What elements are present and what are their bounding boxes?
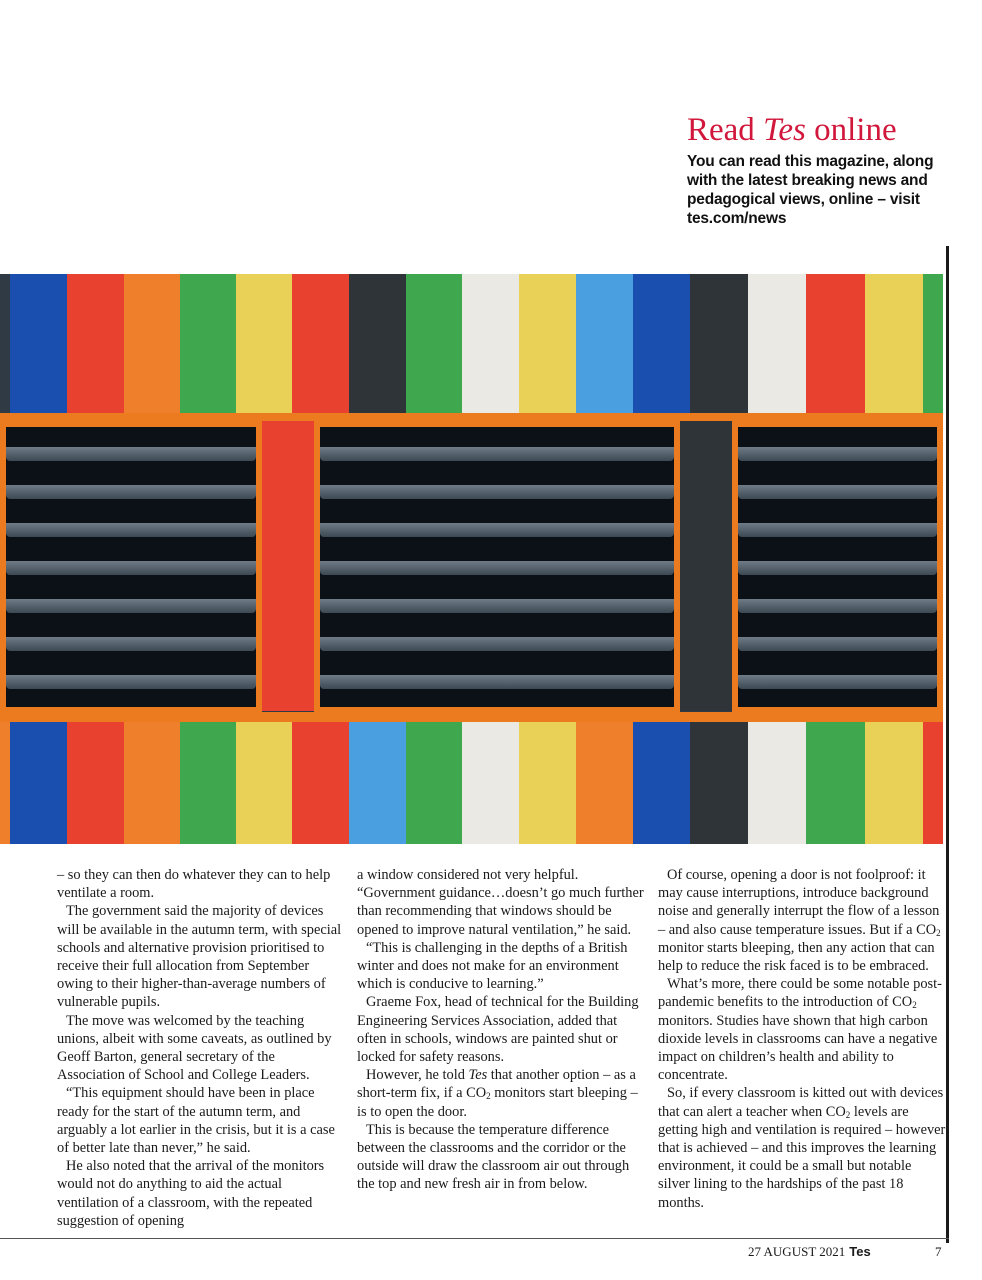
article-column-3 [658, 866, 946, 1212]
tes-brand-inline: Tes [468, 1067, 488, 1084]
footer-rule [0, 1238, 949, 1239]
paragraph: “This equipment should have been in place ready for the start of the autumn term, and arguably a lot earlier in the crisis, but it is a case of better late than never,” he said. [57, 1085, 335, 1157]
orange-frame-bar [0, 712, 943, 722]
stripe-top [462, 274, 519, 413]
issue-date: 27 AUGUST 2021 [748, 1244, 846, 1259]
pillar [258, 421, 314, 711]
stripe-bottom [10, 722, 67, 844]
louver-panel-right [732, 421, 943, 713]
stripe-top [349, 274, 406, 413]
stripe-top [180, 274, 236, 413]
paragraph: What’s more, there could be some notable post-pandemic benefits to the introduction of $CO_2$ monitors. Studies have shown that high carbon dioxide levels in classrooms can have a negative impact on children’s health and ability to concentrate. [658, 976, 942, 1084]
stripe-bottom [519, 722, 576, 844]
read-online-promo [687, 110, 957, 228]
ventilation-facade-photo [0, 274, 943, 844]
paragraph: So, if every classroom is kitted out with devices that can alert a teacher when $CO_2$ levels are getting high and ventilation is required – however that is achieved – and this improves the learning environment, it could be a small but notable silver lining to the hardships of the past 18 months. [658, 1085, 946, 1211]
paragraph: a window considered not very helpful. “Government guidance…doesn’t go much further than recommending that windows should be opened to improve natural ventilation,” he said. [357, 867, 644, 938]
paragraph: This is because the temperature difference between the classrooms and the corridor or the outside will draw the classroom air out through the top and new fresh air in from below. [357, 1121, 630, 1193]
footer-brand: Tes [849, 1244, 871, 1259]
stripe-top [806, 274, 865, 413]
stripe-bottom [748, 722, 806, 844]
page-footer [748, 1244, 871, 1260]
stripe-bottom [576, 722, 633, 844]
vertical-rule [946, 246, 949, 1243]
stripe-top [865, 274, 923, 413]
stripe-bottom [349, 722, 406, 844]
stripe-bottom [292, 722, 349, 844]
louver-panel-left [0, 421, 262, 713]
stripe-top [519, 274, 576, 413]
stripe-top [748, 274, 806, 413]
stripe-top [576, 274, 633, 413]
stripe-bottom [806, 722, 865, 844]
stripe-bottom [180, 722, 236, 844]
promo-body: You can read this magazine, along with the latest breaking news and pedagogical views, online – visit tes.com/news [687, 153, 934, 227]
stripe-top [690, 274, 748, 413]
paragraph: – so they can then do whatever they can to help ventilate a room. [57, 867, 331, 902]
stripe-top [236, 274, 292, 413]
paragraph: However, he told Tes that another option – as a short-term fix, if a $CO_2$ monitors start bleeping – is to open the door. [357, 1067, 638, 1120]
stripe-top [292, 274, 349, 413]
promo-title: Read Tes online [687, 112, 897, 148]
paragraph: Of course, opening a door is not foolproof: it may cause interruptions, introduce background noise and generally interrupt the flow of a lesson – and also cause temperature issues. But if a $CO_2$ monitor starts bleeping, then any action that can help to reduce the risk faced is to be embraced. [658, 867, 941, 975]
orange-frame-bar [0, 413, 943, 421]
stripe-bottom [236, 722, 292, 844]
stripe-top [124, 274, 180, 413]
paragraph: The move was welcomed by the teaching unions, albeit with some caveats, as outlined by Geoff Barton, general secretary of the Association of School and College Leaders. [57, 1012, 332, 1084]
stripe-bottom [124, 722, 180, 844]
page-number: 7 [935, 1244, 942, 1259]
pillar [676, 421, 734, 711]
stripe-top [10, 274, 67, 413]
stripe-top [406, 274, 462, 413]
stripe-top [67, 274, 124, 413]
stripe-bottom [67, 722, 124, 844]
stripe-bottom [865, 722, 923, 844]
paragraph: “This is challenging in the depths of a British winter and does not make for an environment which is conducive to learning.” [357, 939, 628, 993]
stripe-bottom [690, 722, 748, 844]
stripe-bottom [923, 722, 943, 844]
paragraph: The government said the majority of devices will be available in the autumn term, with special schools and alternative provision prioritised to receive their full allocation from September owing to their higher-than-average numbers of vulnerable pupils. [57, 903, 342, 1011]
stripe-bottom [0, 722, 10, 844]
stripe-top [633, 274, 690, 413]
paragraph: He also noted that the arrival of the monitors would not do anything to aid the actual ventilation of a classroom, with the repeated suggestion of opening [57, 1158, 325, 1229]
article-column-1 [57, 866, 345, 1230]
promo-brand: Tes [763, 112, 806, 148]
paragraph: Graeme Fox, head of technical for the Building Engineering Services Association, added that often in schools, windows are painted shut or locked for safety reasons. [357, 994, 639, 1066]
stripe-top [923, 274, 943, 413]
article-column-2 [357, 866, 645, 1194]
stripe-bottom [406, 722, 462, 844]
stripe-bottom [462, 722, 519, 844]
louver-panel-middle [314, 421, 680, 713]
stripe-bottom [633, 722, 690, 844]
